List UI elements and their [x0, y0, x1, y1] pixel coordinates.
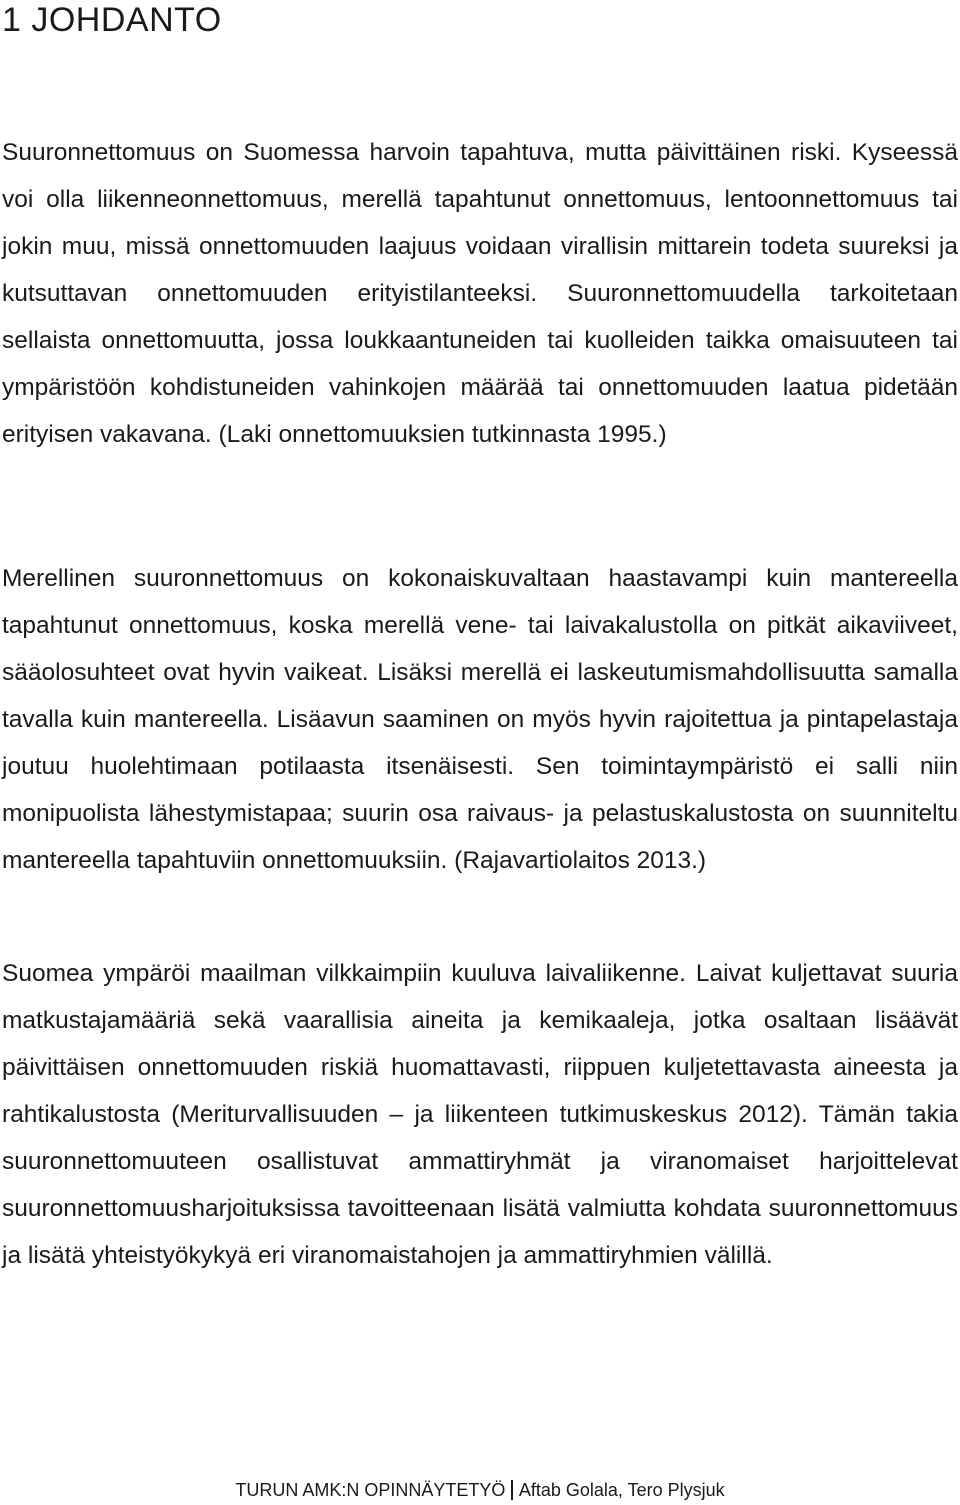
chapter-heading: 1 JOHDANTO — [2, 1, 222, 39]
paragraph-intro: Suuronnettomuus on Suomessa harvoin tapahtuva, mutta päivittäinen riski. Kyseessä voi olla liikenneonnettomuus, merellä tapahtunut onnettomuus, lentoonnettomuus tai jokin muu, missä onnettomuuden laajuus voidaan virallisin mittarein todeta suureksi ja kutsuttavan onnettomuuden erityistilanteeksi. Suuronnettomuudella tarkoitetaan sellaista onnettomuutta, jossa loukkaantuneiden tai kuolleiden taikka omaisuuteen tai ympäristöön kohdistuneiden vahinkojen määrää tai onnettomuuden laatua pidetään erityisen vakavana. (Laki onnettomuuksien tutkinnasta 1995.) — [2, 139, 958, 448]
footer-separator — [511, 1480, 513, 1500]
footer-institution: TURUN AMK:N OPINNÄYTETYÖ — [235, 1480, 506, 1500]
paragraph-maritime: Merellinen suuronnettomuus on kokonaiskuvaltaan haastavampi kuin mantereella tapahtunut onnettomuus, koska merellä vene- tai laivakalustolla on pitkät aikaviiveet, sääolosuhteet ovat hyvin vaikeat. Lisäksi merellä ei laskeutumismahdollisuutta samalla tavalla kuin mantereella. Lisäavun saaminen on myös hyvin rajoitettua ja pintapelastaja joutuu huolehtimaan potilaasta itsenäisesti. Sen toimintaympäristö ei salli niin monipuolista lähestymistapaa; suurin osa raivaus- ja pelastuskalustosta on suunniteltu mantereella tapahtuviin onnettomuuksiin. (Rajavartiolaitos 2013.) — [2, 565, 958, 874]
page-footer — [0, 1478, 960, 1502]
footer-authors: Aftab Golala, Tero Plysjuk — [518, 1480, 725, 1500]
paragraph-shipping: Suomea ympäröi maailman vilkkaimpiin kuuluva laivaliikenne. Laivat kuljettavat suuria matkustajamääriä sekä vaarallisia aineita ja kemikaaleja, jotka osaltaan lisäävät päivittäisen onnettomuuden riskiä huomattavasti, riippuen kuljetettavasta aineesta ja rahtikalustosta (Meriturvallisuuden – ja liikenteen tutkimuskeskus 2012). Tämän takia suuronnettomuuteen osallistuvat ammattiryhmät ja viranomaiset harjoittelevat suuronnettomuusharjoituksissa tavoitteenaan lisätä valmiutta kohdata suuronnettomuus ja lisätä yhteistyökykyä eri viranomaistahojen ja ammattiryhmien välillä. — [2, 960, 958, 1269]
